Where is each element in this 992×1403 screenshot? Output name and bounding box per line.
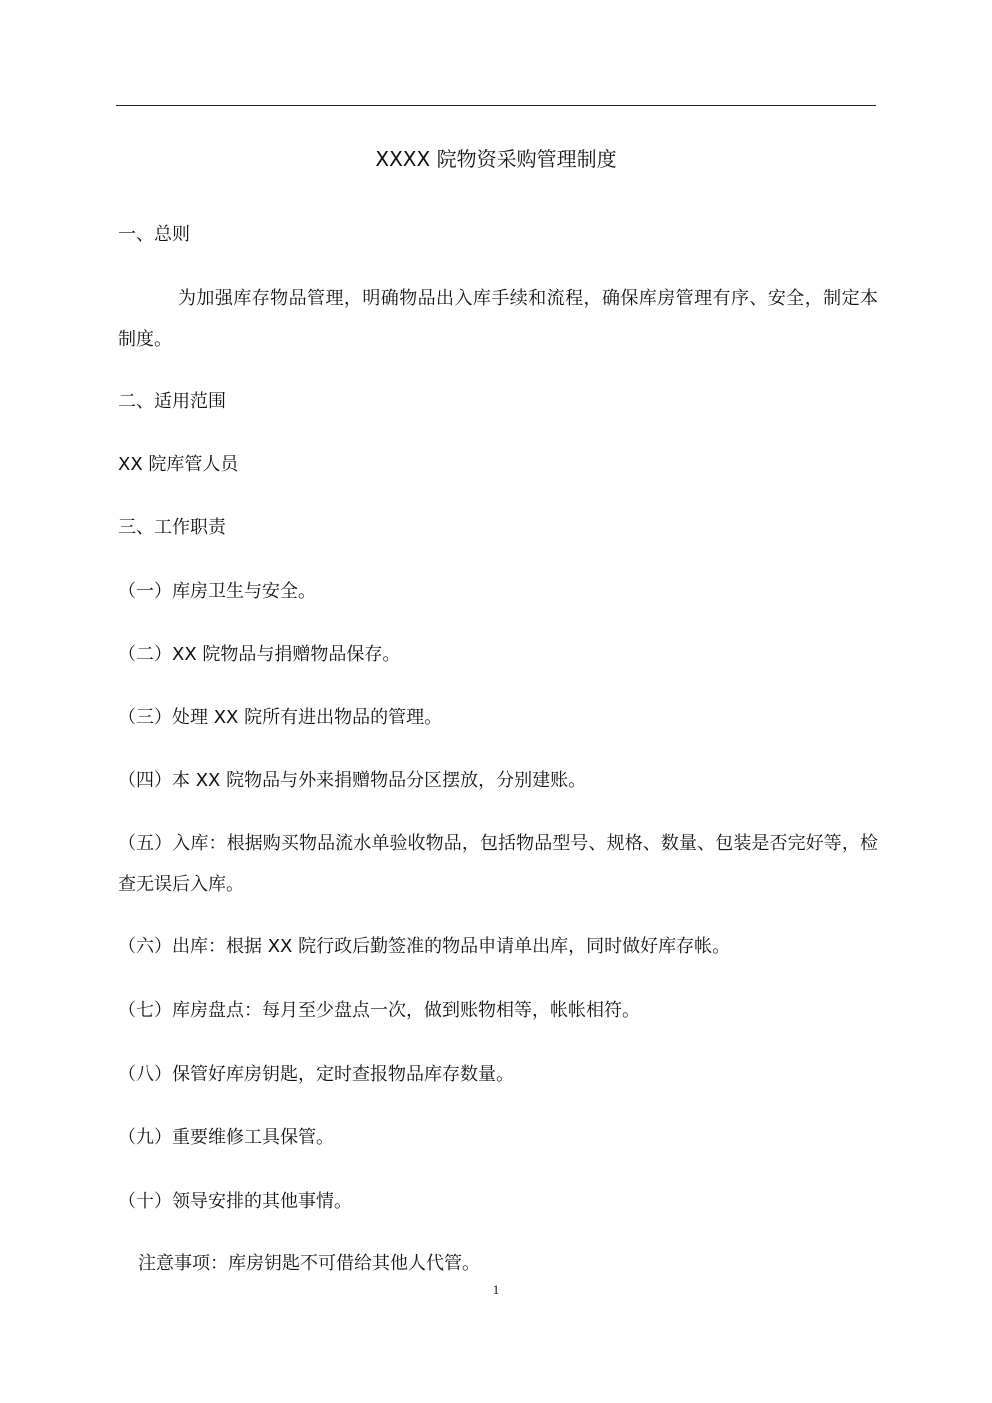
section-body-general: 为加强库存物品管理，明确物品出入库手续和流程，确保库房管理有序、安全，制定本制度。 [118,288,878,350]
section-heading-duties: 三、工作职责 [118,517,226,538]
section-heading-general: 一、总则 [118,224,190,245]
duty-item-2: （二）XX 院物品与捐赠物品保存。 [118,644,401,665]
duty-item-7: （七）库房盘点：每月至少盘点一次，做到账物相等，帐帐相符。 [118,1000,640,1021]
duty-item-4: （四）本 XX 院物品与外来捐赠物品分区摆放，分别建账。 [118,770,587,791]
duty-item-1: （一）库房卫生与安全。 [118,581,316,602]
note-text: 注意事项：库房钥匙不可借给其他人代管。 [138,1253,480,1274]
duty-item-5: （五）入库：根据购买物品流水单验收物品，包括物品型号、规格、数量、包装是否完好等，检查无误后入库。 [118,833,878,895]
duty-item-8: （八）保管好库房钥匙，定时查报物品库存数量。 [118,1064,514,1085]
duty-item-3: （三）处理 XX 院所有进出物品的管理。 [118,707,443,728]
header-rule [116,105,876,106]
duty-item-9: （九）重要维修工具保管。 [118,1127,334,1148]
page-number: 1 [492,1282,500,1297]
duty-item-6: （六）出库：根据 XX 院行政后勤签准的物品申请单出库，同时做好库存帐。 [118,936,731,957]
duty-item-10: （十）领导安排的其他事情。 [118,1191,352,1212]
document-title: XXXX 院物资采购管理制度 [375,147,617,171]
section-heading-scope: 二、适用范围 [118,391,226,412]
section-body-scope: XX 院库管人员 [118,454,239,475]
